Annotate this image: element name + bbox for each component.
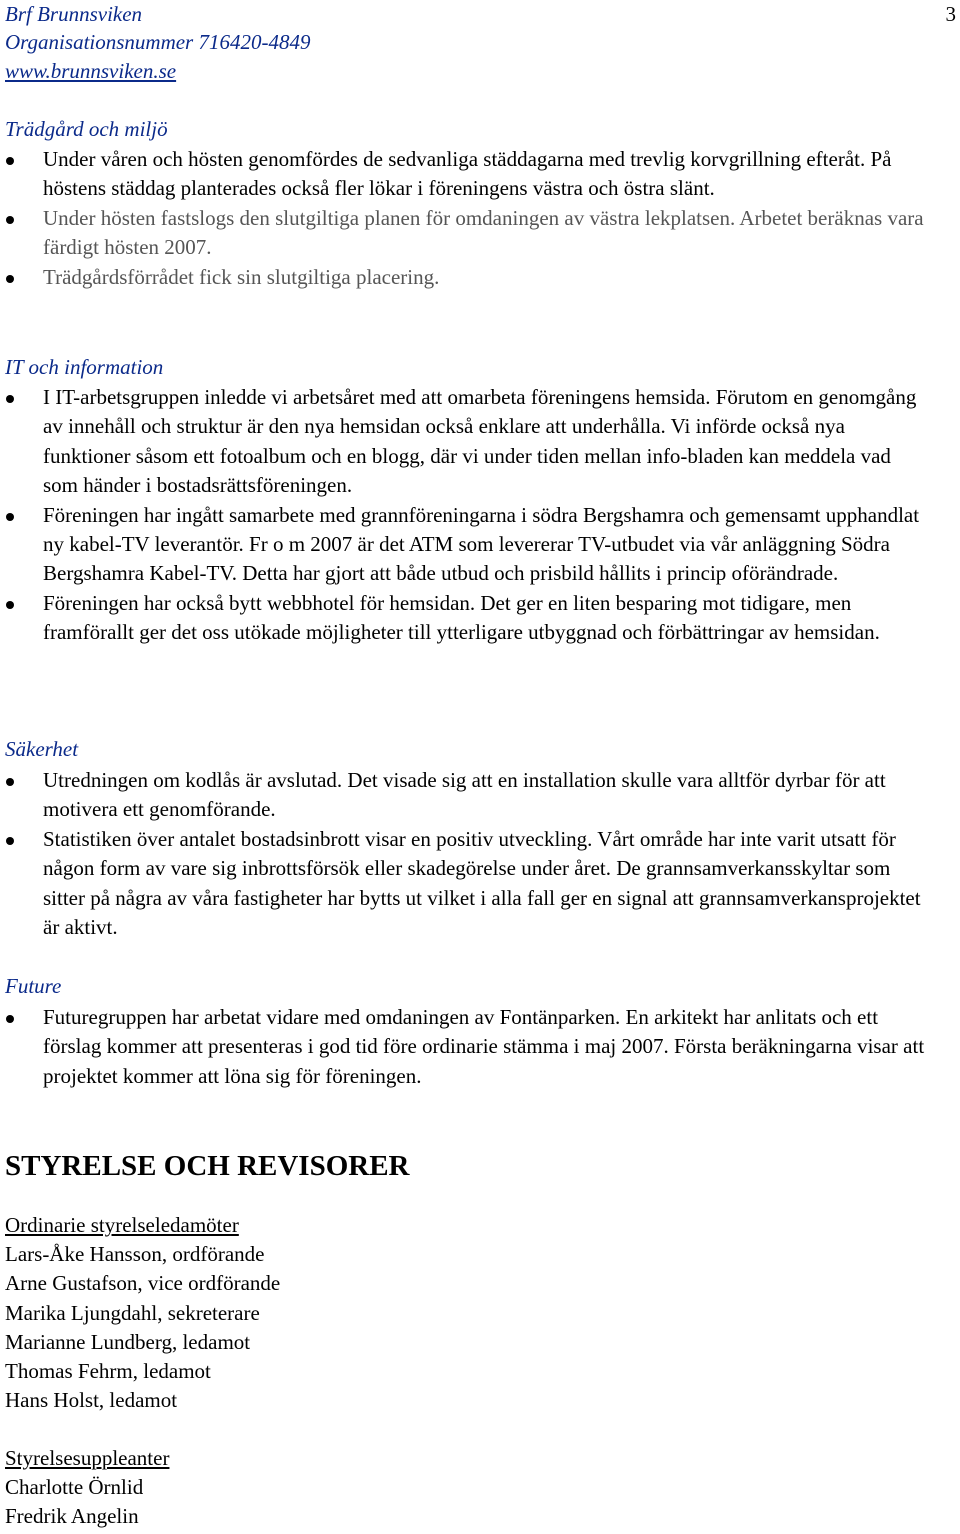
- ordinary-members-list: [5, 1240, 280, 1416]
- section-title-future: Future: [5, 974, 62, 998]
- list-item: Statistiken över antalet bostadsinbrott visar en positiv utveckling. Vårt område har inte varit utsatt för någon form av vare sig inbrottsförsök eller skadegörelse under året. De grannsamverkansskyltar som sitter på några av våra fastigheter har bytts ut vilket i alla fall ger en signal att grannsamverkansprojektet är aktivt.: [0, 825, 930, 943]
- list-item: Föreningen har också bytt webbhotel för hemsidan. Det ger en liten besparing mot tidigare, men framförallt ger det oss utökade möjligheter till ytterligare utbyggnad och förbättringar av hemsidan.: [0, 589, 930, 648]
- deputies-list: [5, 1473, 143, 1532]
- list-item: Fredrik Angelin: [5, 1504, 139, 1529]
- board-heading: STYRELSE OCH REVISORER: [5, 1150, 410, 1182]
- list-item: Thomas Fehrm, ledamot: [5, 1359, 211, 1384]
- page-number: 3: [945, 2, 956, 26]
- org-number: Organisationsnummer 716420-4849: [5, 30, 311, 54]
- section-title-garden: Trädgård och miljö: [5, 117, 168, 141]
- it-bullet-list: [0, 383, 930, 648]
- security-bullet-list: [0, 766, 930, 942]
- list-item: Lars-Åke Hansson, ordförande: [5, 1242, 265, 1266]
- ordinary-members-title: Ordinarie styrelseledamöter: [5, 1213, 239, 1237]
- section-title-it: IT och information: [5, 355, 164, 379]
- list-item: Föreningen har ingått samarbete med grannföreningarna i södra Bergshamra och gemensamt upphandlat ny kabel-TV leverantör. Fr o m 2007 är det ATM som levererar TV-utbudet via vår anläggning Södra Bergshamra Kabel-TV. Detta har gjort att både utbud och prisbild hållits i princip oförändrade.: [0, 501, 930, 589]
- list-item: Hans Holst, ledamot: [5, 1388, 178, 1413]
- list-item: Marika Ljungdahl, sekreterare: [5, 1300, 260, 1325]
- list-item: Futuregruppen har arbetat vidare med omdaningen av Fontänparken. En arkitekt har anlitats och ett förslag kommer att presenteras i god tid före ordinarie stämma i maj 2007. Första beräkningarna visar att projektet kommer att löna sig för föreningen.: [0, 1003, 930, 1091]
- org-name: Brf Brunnsviken: [5, 2, 143, 26]
- deputies-title: Styrelsesuppleanter: [5, 1446, 170, 1470]
- website-link[interactable]: www.brunnsviken.se: [5, 59, 177, 83]
- list-item: Under våren och hösten genomfördes de sedvanliga städdagarna med trevlig korvgrillning efteråt. På höstens städdag planterades också fler lökar i föreningens västra och östra slänt.: [0, 145, 930, 204]
- list-item: Arne Gustafson, vice ordförande: [5, 1271, 281, 1296]
- list-item: Charlotte Örnlid: [5, 1475, 144, 1499]
- list-item: Marianne Lundberg, ledamot: [5, 1329, 251, 1354]
- list-item: I IT-arbetsgruppen inledde vi arbetsåret med att omarbeta föreningens hemsida. Förutom en genomgång av innehåll och struktur är den nya hemsidan också enklare att underhålla. Vi införde också nya funktioner såsom ett fotoalbum och en blogg, där vi under tiden mellan info-bladen kan meddela vad som händer i bostadsrättsföreningen.: [0, 383, 930, 501]
- list-item: Trädgårdsförrådet fick sin slutgiltiga placering.: [0, 263, 930, 292]
- list-item: Utredningen om kodlås är avslutad. Det visade sig att en installation skulle vara alltför dyrbar för att motivera ett genomförande.: [0, 766, 930, 825]
- future-bullet-list: [0, 1003, 930, 1091]
- list-item: Under hösten fastslogs den slutgiltiga planen för omdaningen av västra lekplatsen. Arbetet beräknas vara färdigt hösten 2007.: [0, 204, 930, 263]
- garden-bullet-list: [0, 145, 930, 292]
- section-title-security: Säkerhet: [5, 737, 79, 761]
